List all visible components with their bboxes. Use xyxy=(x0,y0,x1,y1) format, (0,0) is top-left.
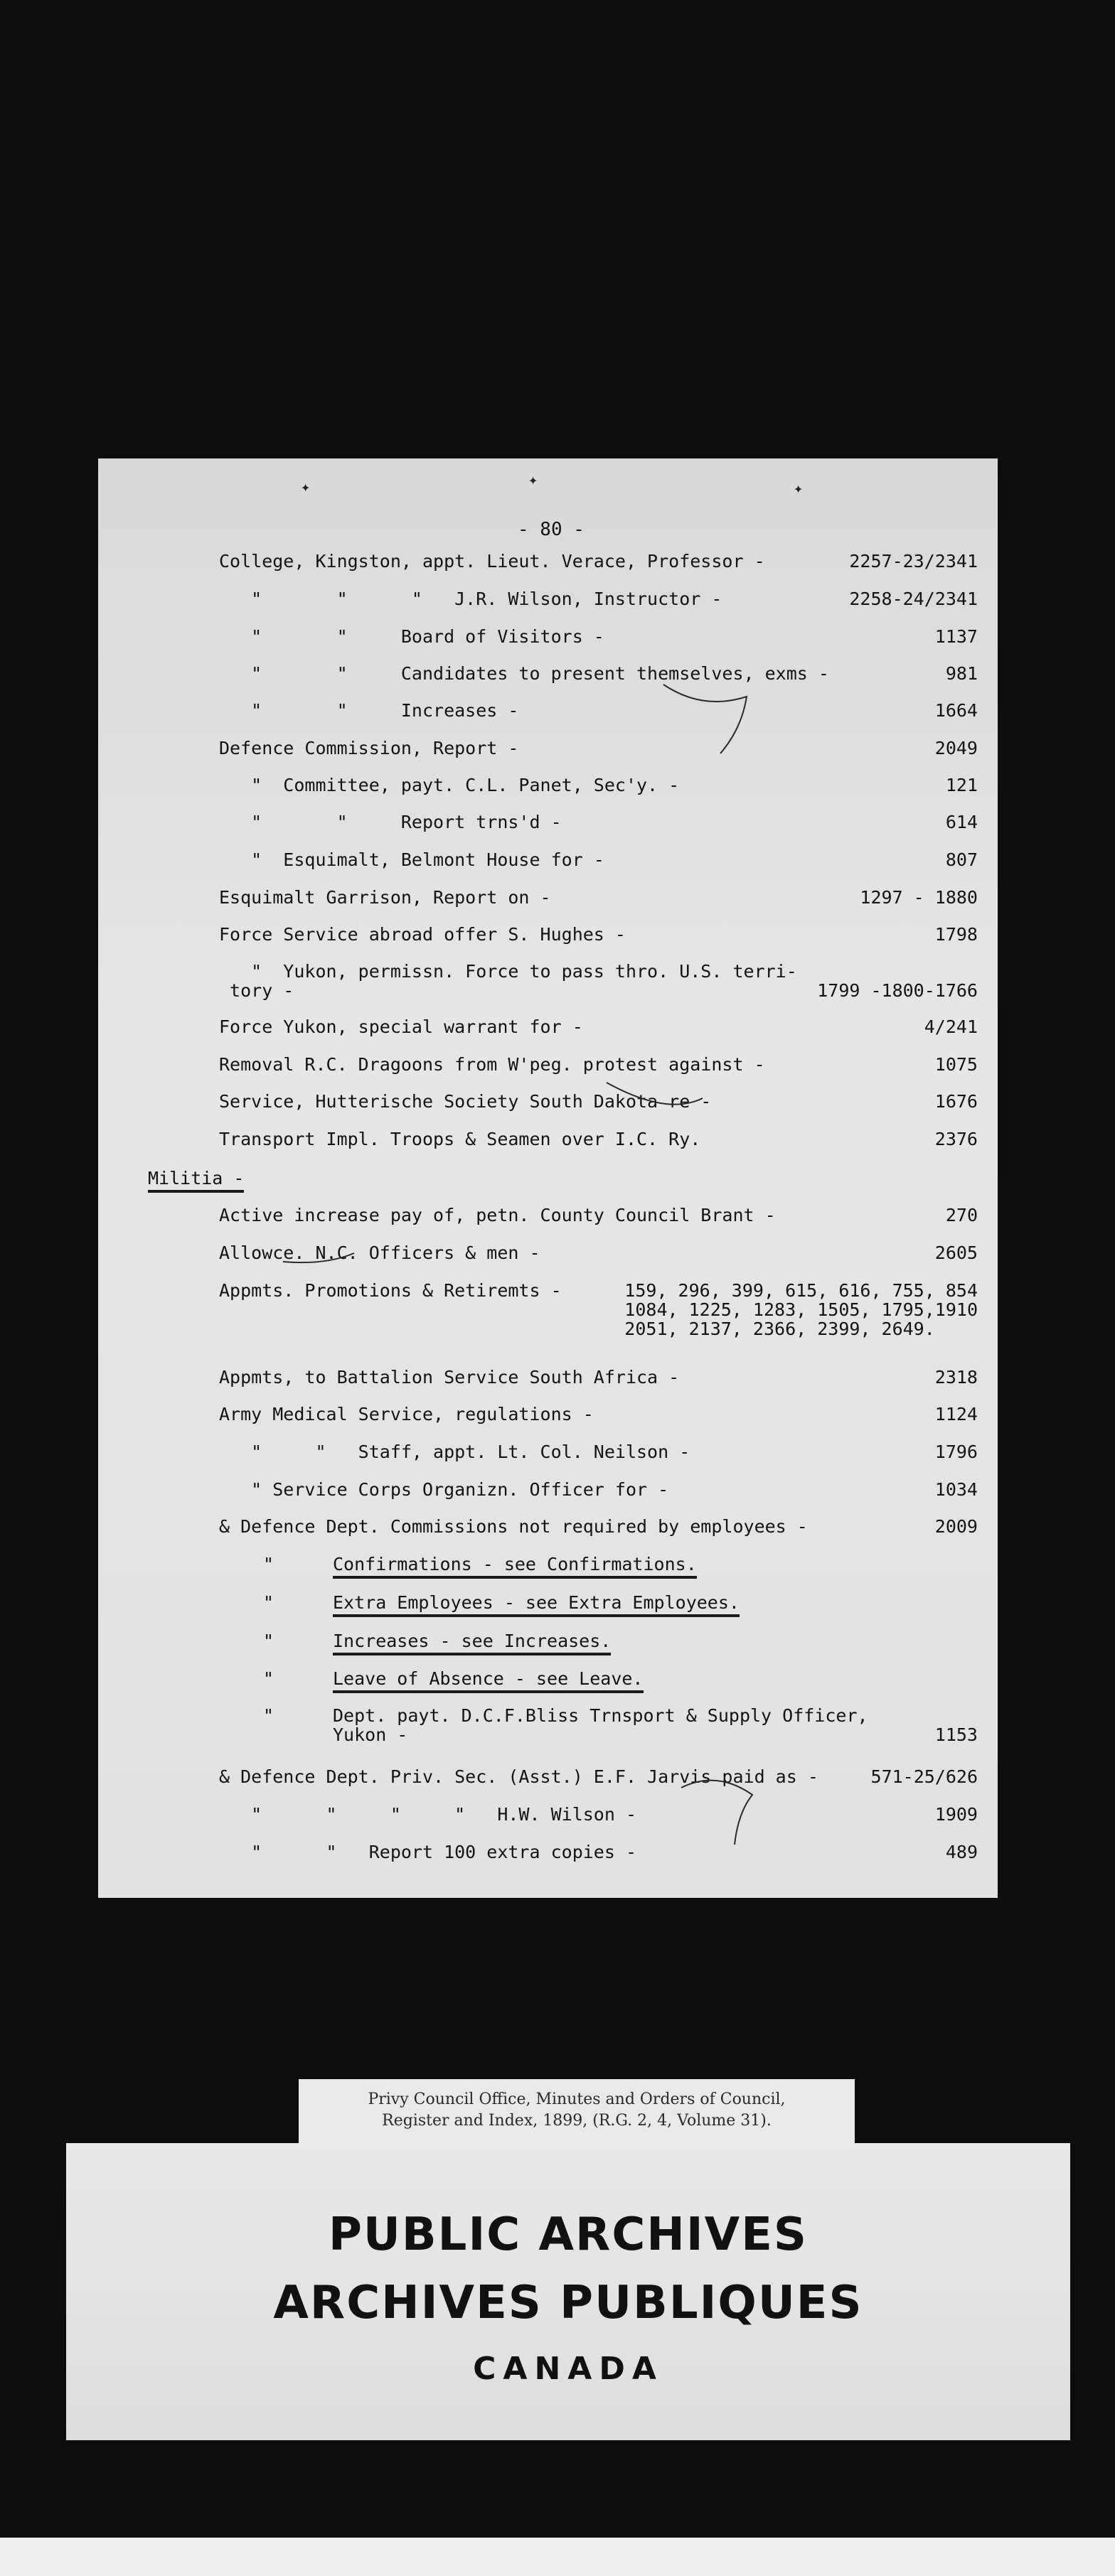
entry-reference: 1799 -1800-1766 xyxy=(817,980,978,1001)
entry-text: Active increase pay of, petn. County Council Brant - xyxy=(219,1205,776,1225)
entry-text: " Committee, payt. C.L. Panet, Sec'y. - xyxy=(219,775,680,795)
stamp-line: CANADA xyxy=(473,2351,663,2387)
archive-caption xyxy=(299,2079,855,2145)
entry-text: College, Kingston, appt. Lieut. Verace, Professor - xyxy=(219,551,765,571)
entry-text: Service, Hutterische Society South Dakota re - xyxy=(219,1091,712,1112)
entry-text: Force Service abroad offer S. Hughes - xyxy=(219,924,626,945)
entry-text: Dept. payt. D.C.F.Bliss Trnsport & Supply Officer, Yukon - xyxy=(333,1705,868,1745)
punch-mark: ✦ xyxy=(528,471,538,489)
entry-text: & Defence Dept. Priv. Sec. (Asst.) E.F. Jarvis paid as - xyxy=(219,1766,818,1787)
archives-stamp xyxy=(66,2143,1070,2440)
entry-text: " Service Corps Organizn. Officer for - xyxy=(219,1479,669,1500)
entry-reference: 981 xyxy=(945,663,978,684)
entry-reference: 2605 xyxy=(934,1243,978,1263)
entry-text: Extra Employees - see Extra Employees. xyxy=(333,1592,740,1617)
entry-reference: 2257-23/2341 xyxy=(849,551,978,571)
entry-text: Esquimalt Garrison, Report on - xyxy=(219,887,551,908)
entry-reference: 1664 xyxy=(934,700,978,721)
entry-text: Transport Impl. Troops & Seamen over I.C. Ry. xyxy=(219,1129,701,1149)
bottom-strip xyxy=(0,2538,1115,2576)
entry-reference: 1676 xyxy=(934,1091,978,1112)
punch-mark: ✦ xyxy=(301,478,311,496)
ditto-mark: " xyxy=(263,1592,274,1613)
entry-reference: 571-25/626 xyxy=(870,1766,978,1787)
caption-line: Register and Index, 1899, (R.G. 2, 4, Volume 31). xyxy=(382,2112,772,2130)
entry-text: " " Increases - xyxy=(219,700,519,721)
ditto-mark: " xyxy=(263,1554,274,1574)
militia-heading: Militia - xyxy=(148,1168,244,1193)
entry-text: " " " " H.W. Wilson - xyxy=(219,1804,636,1825)
section-heading xyxy=(148,1168,244,1188)
entry-reference: 2318 xyxy=(934,1367,978,1388)
ditto-mark: " xyxy=(263,1668,274,1689)
punch-mark: ✦ xyxy=(794,480,804,498)
entry-reference: 1297 - 1880 xyxy=(860,887,978,908)
entry-reference: 1909 xyxy=(934,1804,978,1825)
entry-reference: 2049 xyxy=(934,738,978,758)
entry-reference: 1798 xyxy=(934,924,978,945)
page-number: - 80 - xyxy=(518,519,585,540)
entry-reference: 1137 xyxy=(934,626,978,647)
entry-reference: 1153 xyxy=(934,1724,978,1745)
index-page xyxy=(98,458,998,1898)
entry-text: Appmts, to Battalion Service South Africa - xyxy=(219,1367,680,1388)
entry-text: " " Candidates to present themselves, exms - xyxy=(219,663,829,684)
entry-text: Increases - see Increases. xyxy=(333,1631,611,1655)
entry-text: Appmts. Promotions & Retiremts - xyxy=(219,1280,562,1301)
entry-text: " " Board of Visitors - xyxy=(219,626,604,647)
entry-reference: 159, 296, 399, 615, 616, 755, 854 1084, 1225, 1283, 1505, 1795,1910 2051, 2137, 2366, 2399, 2649. xyxy=(624,1280,978,1339)
stamp-line: ARCHIVES PUBLIQUES xyxy=(273,2277,863,2329)
entry-text: Confirmations - see Confirmations. xyxy=(333,1554,697,1579)
entry-reference: 807 xyxy=(945,849,978,870)
entry-text: Defence Commission, Report - xyxy=(219,738,519,758)
entry-reference: 489 xyxy=(945,1842,978,1862)
entry-text: " Yukon, permissn. Force to pass thro. U.S. terri- tory - xyxy=(230,961,797,1001)
ditto-mark: " xyxy=(263,1705,274,1726)
entry-reference: 2009 xyxy=(934,1516,978,1537)
entry-reference: 121 xyxy=(945,775,978,795)
entry-reference: 4/241 xyxy=(924,1016,978,1037)
stamp-line: PUBLIC ARCHIVES xyxy=(329,2209,808,2261)
entry-text: Force Yukon, special warrant for - xyxy=(219,1016,583,1037)
entry-reference: 2376 xyxy=(934,1129,978,1149)
entry-reference: 614 xyxy=(945,812,978,832)
entry-reference: 1124 xyxy=(934,1404,978,1424)
entry-text: " " Staff, appt. Lt. Col. Neilson - xyxy=(219,1442,690,1462)
entry-reference: 2258-24/2341 xyxy=(849,589,978,609)
entry-text: " Esquimalt, Belmont House for - xyxy=(219,849,604,870)
entry-text: Army Medical Service, regulations - xyxy=(219,1404,594,1424)
caption-line: Privy Council Office, Minutes and Orders of Council, xyxy=(368,2091,786,2108)
ditto-mark: " xyxy=(263,1631,274,1651)
entry-reference: 270 xyxy=(945,1205,978,1225)
entry-reference: 1796 xyxy=(934,1442,978,1462)
entry-text: " " Report 100 extra copies - xyxy=(219,1842,636,1862)
entry-text: " " Report trns'd - xyxy=(219,812,562,832)
entry-text: " " " J.R. Wilson, Instructor - xyxy=(219,589,722,609)
entry-reference: 1034 xyxy=(934,1479,978,1500)
entry-reference: 1075 xyxy=(934,1054,978,1075)
entry-text: Removal R.C. Dragoons from W'peg. protest against - xyxy=(219,1054,765,1075)
entry-text: & Defence Dept. Commissions not required by employees - xyxy=(219,1516,808,1537)
entry-text: Leave of Absence - see Leave. xyxy=(333,1668,644,1693)
entry-text: Allowce. N.C. Officers & men - xyxy=(219,1243,540,1263)
